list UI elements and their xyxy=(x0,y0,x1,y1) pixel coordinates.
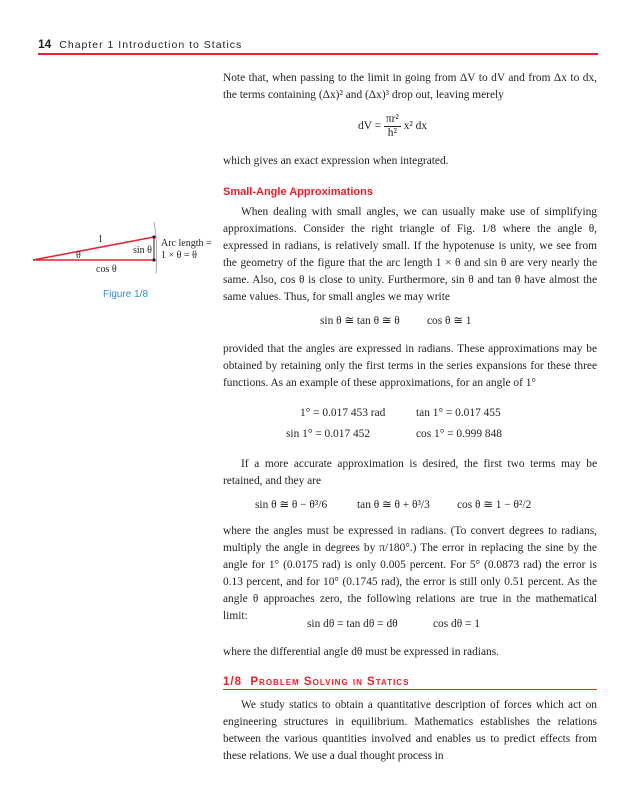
small-angle-heading: Small-Angle Approximations xyxy=(223,186,373,198)
intro-paragraph: Note that, when passing to the limit in going from ΔV to dV and from Δx to dx, the terms containing (Δx)² and (Δx)³ drop out, leaving merely xyxy=(223,72,597,101)
sin-label: sin θ xyxy=(133,245,152,256)
eq2-sin: sin 1° = 0.017 452 xyxy=(286,428,371,440)
eq3-cos: cos θ ≅ 1 − θ²/2 xyxy=(457,499,532,511)
volume-equation xyxy=(358,113,427,140)
running-header xyxy=(38,37,242,51)
figure-1-8 xyxy=(30,214,225,284)
figure-caption: Figure 1/8 xyxy=(103,289,149,300)
arc-label-line1: Arc length = xyxy=(161,238,212,249)
page-number: 14 xyxy=(38,37,52,51)
small-angle-para-4: where the angles must be expressed in radians. (To convert degrees to radians, multiply the angle in degrees by π/180°.) The error in replacing the sine by the angle for 1° (0.0175 rad) is only 0.005 percent. For 5° (0.0873 rad) the error is 0.13 percent, and for 10° (0.1745 rad), the error is still only 0.51 percent. As the angle θ approaches zero, the following relations are true in the mathematical limit: xyxy=(223,525,597,622)
eq1-small-angle: sin θ ≅ tan θ ≅ θ xyxy=(320,315,400,327)
eq-fraction xyxy=(384,113,401,140)
eq1-cos: cos θ ≅ 1 xyxy=(427,315,472,327)
small-angle-para-5: where the differential angle dθ must be expressed in radians. xyxy=(223,646,499,658)
section-paragraph: We study statics to obtain a quantitative description of forces which act on engineering structures in equilibrium. Mathematics establishes the relations between the various quantities involved and enables us to predict effects from these relations. We use a dual thought process in xyxy=(223,699,597,762)
chapter-title: Chapter 1 Introduction to Statics xyxy=(59,39,243,51)
intro-closing: which gives an exact expression when integrated. xyxy=(223,155,449,167)
section-title: Problem Solving in Statics xyxy=(250,676,410,688)
eq4-sin: sin dθ = tan dθ = dθ xyxy=(307,618,398,630)
section-rule xyxy=(223,689,597,690)
section-number: 1/8 xyxy=(223,676,242,688)
small-angle-para-2: provided that the angles are expressed in radians. These approximations may be obtained by retaining only the first terms in the series expansions for these three functions. As an example of these approximations, for an angle of 1° xyxy=(223,343,597,389)
eq2-degree: 1° = 0.017 453 rad xyxy=(300,407,386,419)
eq-denominator: h² xyxy=(387,127,397,139)
small-angle-para-3: If a more accurate approximation is desired, the first two terms may be retained, and they are xyxy=(223,458,597,487)
eq3-sin: sin θ ≅ θ − θ³/6 xyxy=(255,499,328,511)
eq-rhs: x² dx xyxy=(403,120,428,133)
arc-label-line2: 1 × θ = θ xyxy=(161,250,197,261)
eq4-cos: cos dθ = 1 xyxy=(433,618,480,630)
vertex-bottom xyxy=(152,258,155,261)
hypotenuse-label: 1 xyxy=(98,234,103,245)
header-rule xyxy=(38,53,598,55)
eq3-tan: tan θ ≅ θ + θ³/3 xyxy=(357,499,430,511)
eq2-tan: tan 1° = 0.017 455 xyxy=(416,407,501,419)
theta-label: θ xyxy=(76,250,81,261)
eq2-cos: cos 1° = 0.999 848 xyxy=(416,428,502,440)
eq-numerator: πr² xyxy=(385,113,399,125)
cos-label: cos θ xyxy=(96,264,117,275)
section-heading xyxy=(223,676,409,688)
small-angle-para-1: When dealing with small angles, we can usually make use of simplifying approximations. Consider the right triangle of Fig. 1/8 where the angle θ, expressed in radians, is relatively small. If the hypotenuse is unity, we see from the geometry of the figure that the arc length 1 × θ and sin θ are very nearly the same. Also, cos θ is close to unity. Furthermore, sin θ and tan θ have almost the same values. Thus, for small angles we may write xyxy=(223,206,597,303)
triangle-diagram xyxy=(30,214,225,284)
vertex-top xyxy=(152,235,155,238)
eq-lhs: dV = xyxy=(358,120,381,133)
